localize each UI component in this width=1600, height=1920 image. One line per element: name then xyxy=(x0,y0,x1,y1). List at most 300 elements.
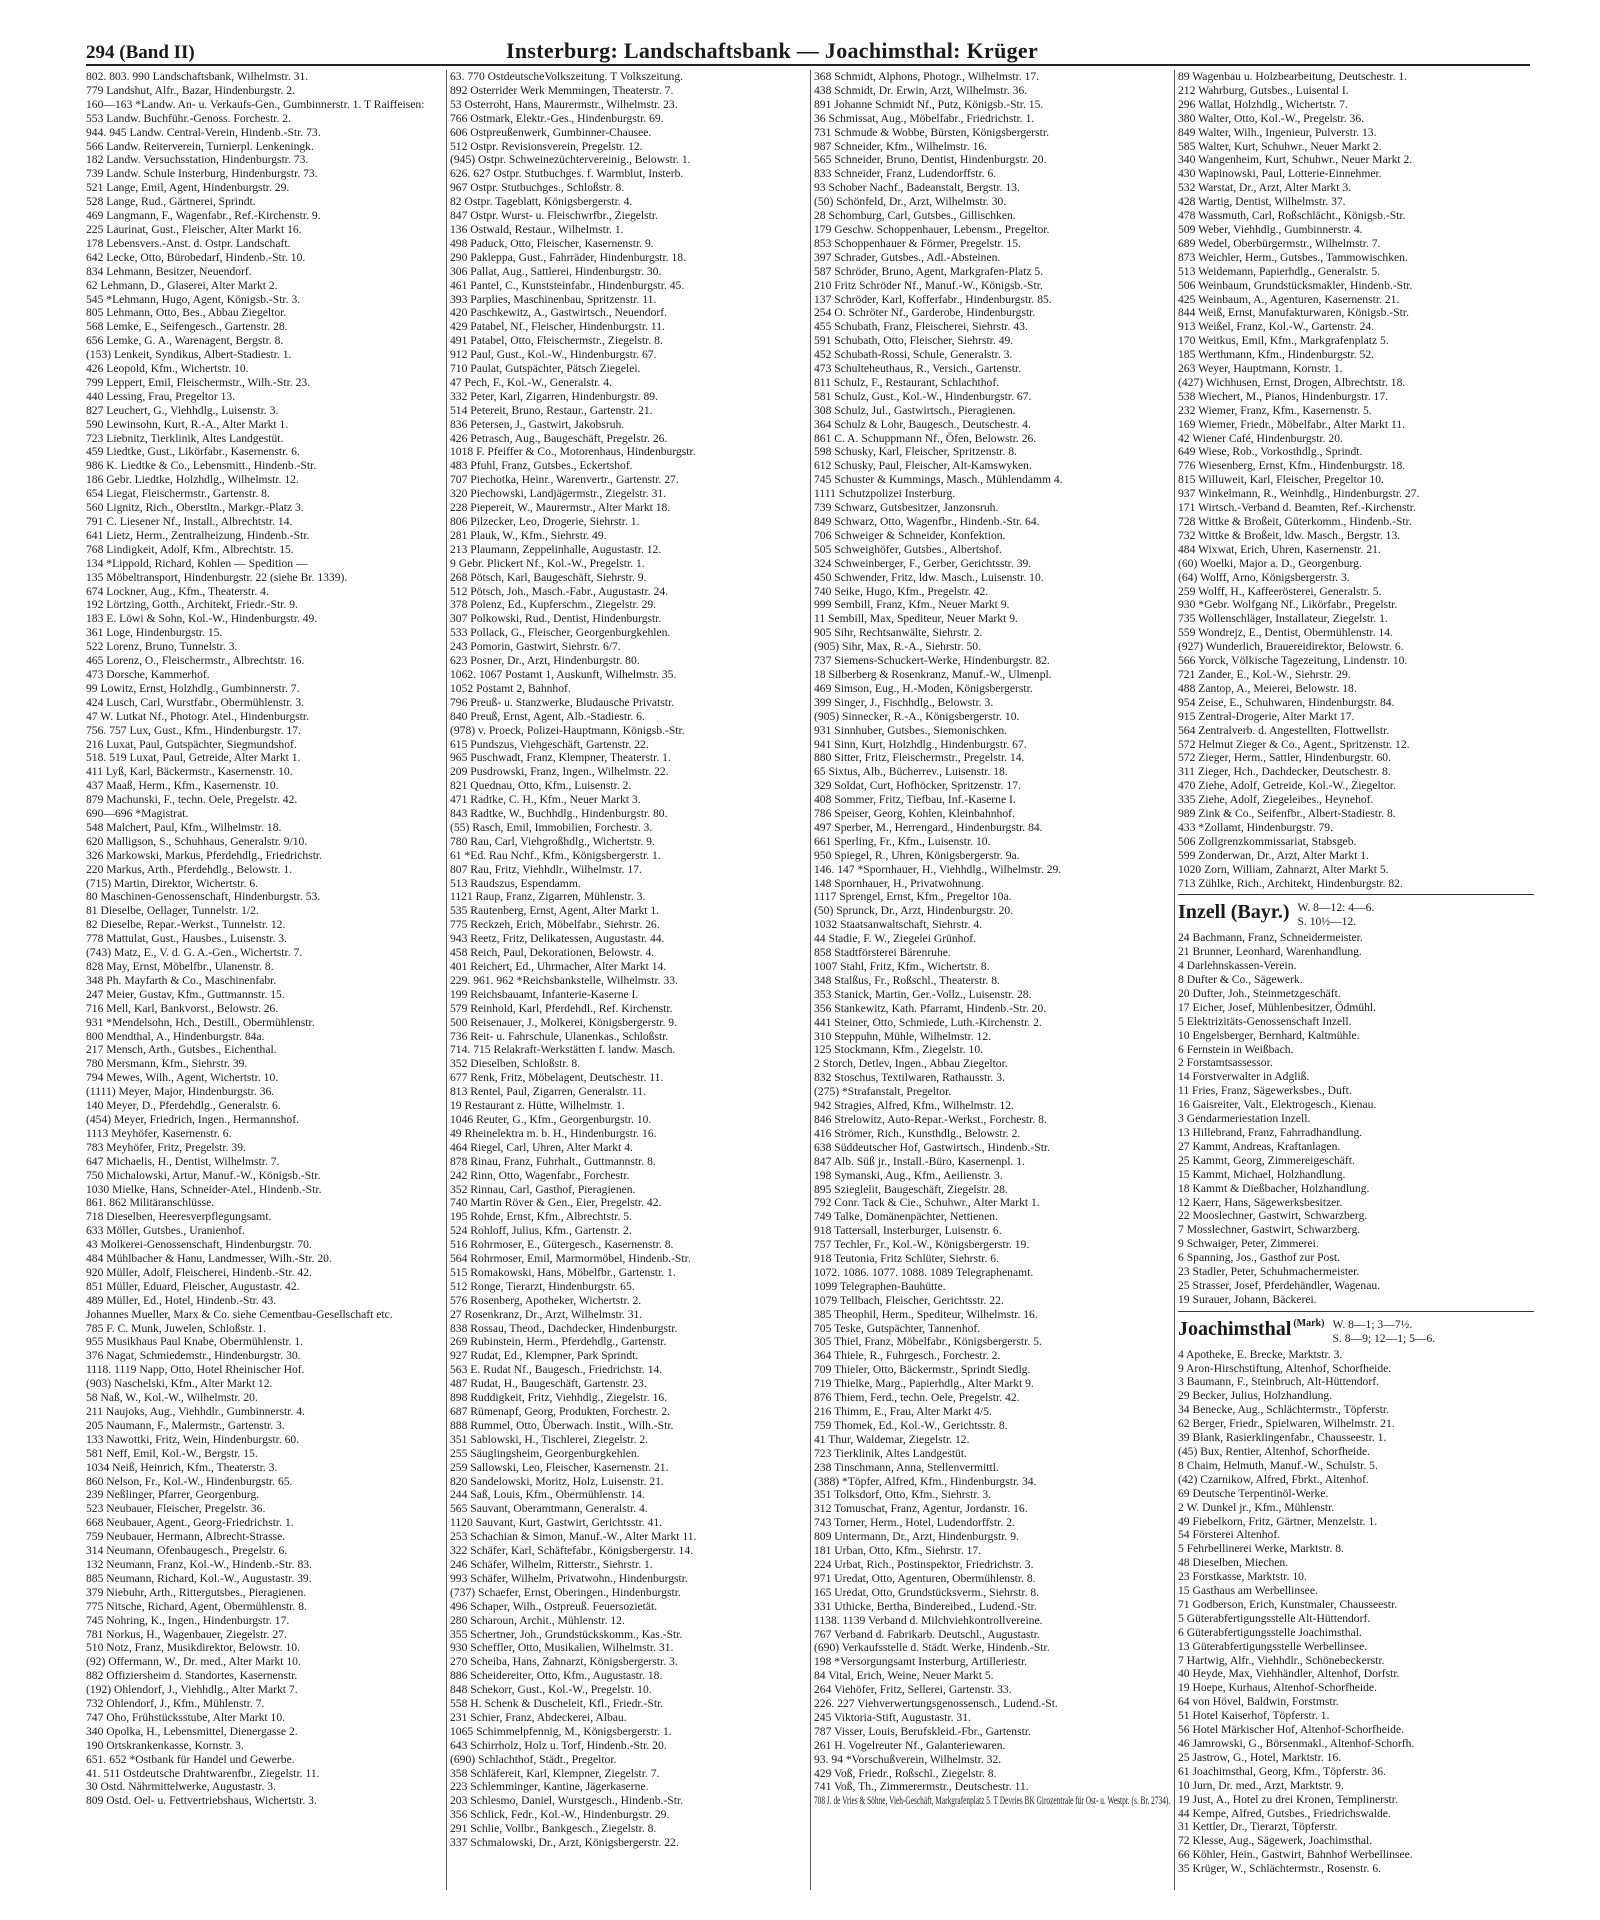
directory-entry: 581 Neff, Emil, Kol.-W., Bergstr. 15. xyxy=(86,1446,258,1460)
directory-entry: 80 Maschinen-Genossenschaft, Hindenburgstr. 53. xyxy=(86,890,321,904)
directory-entry: 718 Dieselben, Heeresverpflegungsamt. xyxy=(86,1210,272,1224)
directory-entry: 579 Reinhold, Karl, Pferdehdl., Ref. Kirchenstr. xyxy=(450,1001,673,1015)
directory-entry: 514 Petereit, Bruno, Restaur., Gartenstr. 21. xyxy=(450,403,653,417)
directory-entry: 35 Krüger, W., Schlächtermstr., Rosenstr. 6. xyxy=(1178,1862,1382,1876)
directory-entry: 4 Apotheke, E. Brecke, Marktstr. 3. xyxy=(1178,1347,1343,1361)
directory-entry: 505 Schweighöfer, Gutsbes., Albertshof. xyxy=(814,542,1002,556)
directory-entry: 515 Romakowski, Hans, Möbelfbr., Gartenstr. 1. xyxy=(450,1265,676,1279)
directory-entry: 656 Lemke, G. A., Warenagent, Bergstr. 8. xyxy=(86,334,284,348)
section-divider xyxy=(1178,894,1534,895)
directory-entry: 786 Speiser, Georg, Kohlen, Kleinbahnhof. xyxy=(814,807,1015,821)
directory-entry: 24 Bachmann, Franz, Schneidermeister. xyxy=(1178,931,1363,945)
directory-entry: 183 E. Löwi & Sohn, Kol.-W., Hindenburgstr. 49. xyxy=(86,612,318,626)
directory-entry: 811 Schulz, F., Restaurant, Schlachthof. xyxy=(814,375,1000,389)
directory-entry: 337 Schmalowski, Dr., Arzt, Königsbergerstr. 22. xyxy=(450,1836,679,1850)
directory-entry: 931 *Mendelsohn, Hch., Destill., Obermühlenstr. xyxy=(86,1015,315,1029)
section-hours xyxy=(1297,901,1374,929)
directory-entry: 633 Möller, Gutsbes., Uranienhof. xyxy=(86,1224,245,1238)
directory-entry: 778 Mattulat, Gust., Hausbes., Luisenstr. 3. xyxy=(86,932,287,946)
directory-entry: 420 Paschkewitz, A., Gastwirtsch., Neuendorf. xyxy=(450,306,668,320)
directory-entry: 335 Ziehe, Adolf, Ziegeleibes., Heynehof. xyxy=(1178,793,1374,807)
directory-entry: 687 Rümenapf, Georg, Produkten, Forchestr. 2. xyxy=(450,1405,671,1418)
directory-entry: 510 Notz, Franz, Musikdirektor, Belowstr. 10. xyxy=(86,1641,300,1655)
directory-entry: 1117 Sprengel, Ernst, Kfm., Pregeltor 10a. xyxy=(814,890,1012,904)
directory-entry: 834 Lehmann, Besitzer, Neuendorf. xyxy=(86,264,252,278)
hours-weekday: W. 8—12: 4—6. xyxy=(1297,901,1375,915)
directory-entry: 532 Warstat, Dr., Arzt, Alter Markt 3. xyxy=(1178,181,1352,195)
directory-entry: 186 Gebr. Liedtke, Holzhdlg., Wilhelmstr. 12. xyxy=(86,473,299,487)
directory-entry: 146. 147 *Spornhauer, H., Viehhdlg., Wilhelmstr. 29. xyxy=(814,862,1062,876)
directory-entry: 1007 Stahl, Fritz, Kfm., Wichertstr. 8. xyxy=(814,960,990,973)
directory-entry: 723 Tierklinik, Altes Landgestüt. xyxy=(814,1446,967,1460)
directory-entry: 93. 94 *Vorschußverein, Wilhelmstr. 32. xyxy=(814,1752,1002,1766)
page-title: Insterburg: Landschaftsbank — Joachimsthal: Krüger xyxy=(506,38,1039,63)
directory-entry: 1079 Tellbach, Fleischer, Gerichtsstr. 22. xyxy=(814,1293,1004,1307)
directory-entry: 565 Schneider, Bruno, Dentist, Hindenburgstr. 20. xyxy=(814,153,1047,167)
directory-entry: 563 E. Rudat Nf., Baugesch., Friedrichstr. 14. xyxy=(450,1363,663,1377)
directory-entry: (60) Woelki, Major a. D., Georgenburg. xyxy=(1178,556,1362,570)
directory-entry: 937 Winkelmann, R., Weinhdlg., Hindenburgstr. 27. xyxy=(1178,487,1420,501)
directory-entry: 10 Engelsberger, Bernhard, Kaltmühle. xyxy=(1178,1028,1360,1042)
directory-entry: 491 Patabel, Otto, Fleischermstr., Ziegelstr. 8. xyxy=(450,334,663,348)
directory-entry: 31 Kettler, Dr., Tierarzt, Töpferstr. xyxy=(1178,1820,1338,1834)
header-rule xyxy=(86,64,1530,66)
directory-entry: 506 Zollgrenzkommissariat, Stabsgeb. xyxy=(1178,834,1357,848)
directory-entry: (905) Sinnecker, R.-A., Königsbergerstr. 10. xyxy=(814,709,1020,723)
directory-entry: 581 Schulz, Gust., Kol.-W., Hindenburgstr. 67. xyxy=(814,389,1032,403)
directory-entry: 424 Lusch, Carl, Wurstfabr., Obermühlenstr. 3. xyxy=(86,695,304,709)
directory-entry: 19 Just, A., Hotel zu drei Kronen, Templinerstr. xyxy=(1178,1792,1398,1806)
hours-weekday: W. 8—1; 3—7½. xyxy=(1332,1317,1413,1331)
directory-entry: 846 Strelowitz, Auto-Repar.-Werkst., Forchestr. 8. xyxy=(814,1112,1047,1126)
directory-entry: 565 Sauvant, Oberamtmann, Generalstr. 4. xyxy=(450,1502,648,1516)
directory-entry: 198 *Versorgungsamt Insterburg, Artilleriestr. xyxy=(814,1655,1028,1669)
directory-entry: 930 Scheffler, Otto, Musikalien, Wilhelmstr. 31. xyxy=(450,1641,674,1655)
directory-entry: 137 Schröder, Karl, Kofferfabr., Hindenburgstr. 85. xyxy=(814,292,1052,306)
directory-entry: 416 Strömer, Rich., Kunsthdlg., Belowstr. 2. xyxy=(814,1126,1021,1140)
directory-entry: 132 Neumann, Franz, Kol.-W., Hindenb.-Str. 83. xyxy=(86,1557,312,1571)
directory-entry: 72 Klesse, Aug., Sägewerk, Joachimsthal. xyxy=(1178,1834,1373,1848)
directory-entry: 473 Schulteheuthaus, R., Versich., Gartenstr. xyxy=(814,362,1022,376)
directory-entry: 643 Schirrholz, Holz u. Torf, Hindenb.-Str. 20. xyxy=(450,1738,667,1752)
directory-entry: 723 Liebnitz, Tierklinik, Altes Landgestüt. xyxy=(86,431,284,445)
directory-entry: 3 Baumann, F., Steinbruch, Alt-Hüttendorf. xyxy=(1178,1375,1379,1389)
directory-entry: 971 Uredat, Otto, Agenturen, Obermühlenstr. 8. xyxy=(814,1571,1036,1585)
directory-entry: 401 Reichert, Ed., Uhrmacher, Alter Markt 14. xyxy=(450,960,667,973)
section-divider xyxy=(1178,1311,1534,1312)
directory-entry: 380 Walter, Otto, Kol.-W., Pregelstr. 36. xyxy=(1178,111,1365,125)
directory-entry: 993 Schäfer, Wilhelm, Privatwohn., Hindenburgstr. xyxy=(450,1571,688,1585)
directory-entry: 259 Wolff, H., Kaffeerösterei, Generalstr. 5. xyxy=(1178,584,1382,598)
directory-entry: 408 Sommer, Fritz, Tiefbau, Inf.-Kaserne I. xyxy=(814,793,1016,807)
directory-entry: 290 Pakleppa, Gust., Fahrräder, Hindenburgstr. 18. xyxy=(450,250,686,264)
directory-entry: 44 Kempe, Alfred, Gutsbes., Friedrichswalde. xyxy=(1178,1806,1391,1820)
directory-entry: 496 Schaper, Wilh., Ostpreuß. Feuersozietät. xyxy=(450,1599,658,1613)
directory-entry: 641 Lietz, Herm., Zentralheizung, Hindenb.-Str. xyxy=(86,528,310,542)
directory-entry: 311 Zieger, Hch., Dachdecker, Deutschestr. 8. xyxy=(1178,765,1391,779)
directory-entry: 42 Wiener Café, Hindenburgstr. 20. xyxy=(1178,431,1343,445)
directory-entry: 576 Rosenberg, Apotheker, Wichertstr. 2. xyxy=(450,1293,642,1307)
directory-entry: 587 Schröder, Bruno, Agent, Markgrafen-Platz 5. xyxy=(814,264,1044,278)
directory-entry: 739 Schwarz, Gutsbesitzer, Janzonsruh. xyxy=(814,501,999,515)
directory-entry: 497 Sperber, M., Herrengard., Hindenburgstr. 84. xyxy=(814,820,1043,834)
directory-entry: 792 Conr. Tack & Cie., Schuhwr., Alter Markt 1. xyxy=(814,1196,1040,1210)
directory-entry: Johannes Mueller, Marx & Co. siehe Cementbau-Gesellschaft etc. xyxy=(86,1307,393,1321)
directory-entry: 458 Reich, Paul, Dekorationen, Belowstr. 4. xyxy=(450,946,655,960)
section-heading-joachimsthal xyxy=(1178,1318,1534,1346)
directory-entry: 714. 715 Relakraft-Werkstätten f. landw. Masch. xyxy=(450,1043,676,1057)
directory-entry: 484 Mühlbacher & Hanu, Landmesser, Wilh.-Str. 20. xyxy=(86,1252,332,1266)
directory-entry: 585 Walter, Kurt, Schuhwr., Neuer Markt 2. xyxy=(1178,139,1382,153)
directory-entry: 332 Peter, Karl, Zigarren, Hindenburgstr. 89. xyxy=(450,389,658,403)
directory-entry: (903) Naschelski, Kfm., Alter Markt 12. xyxy=(86,1377,273,1391)
directory-entry: (1111) Meyer, Major, Hindenburgstr. 36. xyxy=(86,1085,275,1099)
directory-entry: 768 Lindigkeit, Adolf, Kfm., Albrechtstr. 15. xyxy=(86,542,294,556)
directory-entry: 931 Sinnhuber, Gutsbes., Siemonischken. xyxy=(814,723,1008,737)
directory-entry: 355 Schertner, Joh., Grundstückskomm., Kas.-Str. xyxy=(450,1627,683,1641)
directory-entry: 178 Lebensvers.-Anst. d. Ostpr. Landschaft. xyxy=(86,236,291,250)
directory-entry: 759 Thomek, Ed., Kol.-W., Gerichtsstr. 8. xyxy=(814,1418,1008,1432)
page-number: 294 (Band II) xyxy=(86,42,195,63)
directory-entry: 441 Steiner, Otto, Schmiede, Luth.-Kirchenstr. 2. xyxy=(814,1015,1042,1029)
directory-entry: 6 Güterabfertigungsstelle Joachimsthal. xyxy=(1178,1625,1362,1639)
directory-entry: 160—163 *Landw. An- u. Verkaufs-Gen., Gumbinnerstr. 1. T Raiffeisen: xyxy=(86,97,425,111)
directory-entry: 647 Michaelis, H., Dentist, Wilhelmstr. 7. xyxy=(86,1154,280,1168)
directory-entry: 478 Wassmuth, Carl, Roßschlächt., Königsb.-Str. xyxy=(1178,209,1406,223)
directory-entry: 82 Ostpr. Tageblatt, Königsbergerstr. 4. xyxy=(450,195,633,209)
directory-entry: 393 Parplies, Maschinenbau, Spritzenstr. 11. xyxy=(450,292,657,306)
directory-entry: 425 Weinbaum, A., Agenturen, Kasernenstr. 21. xyxy=(1178,292,1400,306)
directory-entry: 918 Teutonia, Fritz Schlüter, Siehrstr. 6. xyxy=(814,1252,999,1266)
directory-entry: 305 Thiel, Franz, Möbelfabr., Königsbergerstr. 5. xyxy=(814,1335,1042,1349)
directory-entry: 800 Mendthal, A., Hindenburgstr. 84a. xyxy=(86,1029,265,1043)
directory-entry: 1121 Raup, Franz, Zigarren, Mühlenstr. 3. xyxy=(450,890,646,904)
directory-entry: 40 Heyde, Max, Viehhändler, Altenhof, Dorfstr. xyxy=(1178,1667,1400,1681)
directory-entry: 757 Techler, Fr., Kol.-W., Königsbergerstr. 19. xyxy=(814,1238,1030,1252)
directory-entry: 920 Müller, Adolf, Fleischerei, Hindenb.-Str. 42. xyxy=(86,1265,312,1279)
directory-entry: 598 Schusky, Karl, Fleischer, Spritzenstr. 8. xyxy=(814,445,1017,459)
directory-entry: 876 Thiem, Ferd., techn. Oele, Pregelstr. 42. xyxy=(814,1391,1020,1405)
directory-entry: 11 Sembill, Max, Spediteur, Neuer Markt 9. xyxy=(814,612,1018,626)
directory-entry: 728 Wittke & Broßeit, Güterkomm., Hindenb.-Str. xyxy=(1178,515,1412,528)
directory-entry: 11 Fries, Franz, Sägewerksbes., Duft. xyxy=(1178,1084,1352,1098)
directory-entry: 986 K. Liedtke & Co., Lebensmitt., Hindenb.-Str. xyxy=(86,459,317,473)
directory-entry: 1138. 1139 Verband d. Milchviehkontrollvereine. xyxy=(814,1613,1043,1627)
column-4 xyxy=(1178,70,1534,1890)
directory-entry: 179 Geschw. Schoppenhauer, Lebensm., Pregeltor. xyxy=(814,222,1050,236)
directory-entry: 1120 Sauvant, Kurt, Gastwirt, Gerichtsstr. 41. xyxy=(450,1516,663,1530)
directory-entry: 54 Försterei Altenhof. xyxy=(1178,1528,1281,1542)
directory-entry: 205 Naumann, F., Malermstr., Gartenstr. 3. xyxy=(86,1418,285,1432)
directory-entry: 210 Fritz Schröder Nf., Manuf.-W., Königsb.-Str. xyxy=(814,278,1043,292)
directory-entry: 522 Lorenz, Bruno, Tunnelstr. 3. xyxy=(86,640,238,654)
directory-entry: 340 Wangenheim, Kurt, Schuhwr., Neuer Markt 2. xyxy=(1178,153,1413,167)
directory-entry: 25 Jastrow, G., Hotel, Marktstr. 16. xyxy=(1178,1750,1342,1764)
directory-entry: 821 Quednau, Otto, Kfm., Luisenstr. 2. xyxy=(450,779,632,793)
directory-entry: (945) Ostpr. Schweinezüchtervereinig., Belowstr. 1. xyxy=(450,153,691,167)
directory-entry: 690—696 *Magistrat. xyxy=(86,807,189,821)
directory-entry: (153) Lenkeit, Syndikus, Albert-Stadiestr. 1. xyxy=(86,348,292,362)
directory-entry: 815 Willuweit, Karl, Fleischer, Pregeltor 10. xyxy=(1178,473,1384,487)
directory-entry: 927 Rudat, Ed., Klempner, Park Sprindt. xyxy=(450,1349,639,1363)
directory-entry: 459 Liedtke, Gust., Likörfabr., Kasernenstr. 6. xyxy=(86,445,300,459)
directory-entry: 942 Stragies, Alfred, Kfm., Wilhelmstr. 12. xyxy=(814,1099,1014,1113)
directory-entry: 82 Dieselbe, Repar.-Werkst., Tunnelstr. 12. xyxy=(86,918,286,932)
directory-entry: 411 Lyß, Karl, Bäckermstr., Kasernenstr. 10. xyxy=(86,765,293,779)
directory-entry: 1099 Telegraphen-Bauhütte. xyxy=(814,1279,946,1293)
directory-entry: 231 Schier, Franz, Abdeckerei, Albau. xyxy=(450,1710,627,1724)
hours-sunday: S. 8—9; 12—1; 5—6. xyxy=(1332,1331,1436,1345)
directory-entry: 898 Ruddigkeit, Fritz, Viehhdlg., Ziegelstr. 16. xyxy=(450,1391,668,1405)
directory-entry: 836 Petersen, J., Gastwirt, Jakobsruh. xyxy=(450,417,625,431)
directory-entry: 270 Scheiba, Hans, Zahnarzt, Königsbergerstr. 3. xyxy=(450,1655,678,1669)
directory-entry: 706 Schweiger & Schneider, Konfektion. xyxy=(814,528,1006,542)
directory-entry: 1032 Staatsanwaltschaft, Siehrstr. 4. xyxy=(814,918,983,932)
section-hours xyxy=(1332,1318,1435,1346)
directory-entry: 229. 961. 962 *Reichsbankstelle, Wilhelmstr. 33. xyxy=(450,973,678,987)
directory-entry: 455 Schubath, Franz, Fleischerei, Siehrstr. 43. xyxy=(814,320,1028,334)
directory-entry: 989 Zink & Co., Seifenfbr., Albert-Stadiestr. 8. xyxy=(1178,807,1396,821)
directory-entry: 12 Kaerr, Hans, Sägewerksbesitzer. xyxy=(1178,1195,1343,1209)
directory-entry: 213 Plaumann, Zeppelinhalle, Augustastr. 12. xyxy=(450,542,662,556)
directory-entry: 379 Niebuhr, Arth., Rittergutsbes., Pieragienen. xyxy=(86,1585,307,1599)
directory-entry: 716 Mell, Karl, Bankvorst., Belowstr. 26. xyxy=(86,1001,279,1015)
directory-entry: (55) Rasch, Emil, Immobilien, Forchestr. 3. xyxy=(450,820,653,834)
directory-entry: 192 Lörtzing, Gotth., Architekt, Friedr.-Str. 9. xyxy=(86,598,298,612)
directory-entry: 745 Schuster & Kummings, Masch., Mühlendamm 4. xyxy=(814,473,1063,487)
directory-entry: 25 Strasser, Josef, Pferdehändler, Wagenau. xyxy=(1178,1278,1381,1292)
directory-entry: 15 Gasthaus am Werbellinsee. xyxy=(1178,1584,1318,1598)
directory-entry: 861 C. A. Schuppmann Nf., Öfen, Belowstr. 26. xyxy=(814,431,1037,445)
section-heading-inzell xyxy=(1178,901,1534,929)
directory-entry: 879 Machunski, F., techn. Oele, Pregelstr. 42. xyxy=(86,793,298,807)
directory-entry: 25 Kammt, Georg, Zimmereigeschäft. xyxy=(1178,1153,1355,1167)
directory-entry: 905 Sihr, Rechtsanwälte, Siehrstr. 2. xyxy=(814,626,983,640)
column-2 xyxy=(450,70,806,1890)
directory-entry: 17 Eicher, Josef, Mühlenbesitzer, Ödmühl. xyxy=(1178,1000,1377,1014)
directory-entry: 320 Piechowski, Landjägermstr., Ziegelstr. 31. xyxy=(450,487,667,501)
section-place-name: Inzell (Bayr.) xyxy=(1178,901,1290,924)
directory-entry: 847 Ostpr. Wurst- u. Fleischwrfbr., Ziegelstr. xyxy=(450,209,658,223)
directory-entry: 518. 519 Luxat, Paul, Getreide, Alter Markt 1. xyxy=(86,751,301,765)
directory-entry: 626. 627 Ostpr. Stutbuchges. f. Warmblut, Insterb. xyxy=(450,167,684,181)
directory-entry: 326 Markowski, Markus, Pferdehdlg., Friedrichstr. xyxy=(86,848,323,862)
directory-entry: 548 Malchert, Paul, Kfm., Wilhelmstr. 18. xyxy=(86,820,282,834)
directory-entry: 246 Schäfer, Wilhelm, Ritterstr., Siehrstr. 1. xyxy=(450,1557,653,1571)
directory-entry: 861. 862 Militäranschlüsse. xyxy=(86,1196,215,1210)
directory-entry: 612 Schusky, Paul, Fleischer, Alt-Kamswyken. xyxy=(814,459,1032,473)
directory-entry: 329 Soldat, Curt, Hofhöcker, Spritzenstr. 17. xyxy=(814,779,1021,793)
directory-entry: 8 Dufter & Co., Sägewerk. xyxy=(1178,973,1303,987)
directory-entry: 820 Sandelowski, Moritz, Holz, Luisenstr. 21. xyxy=(450,1474,664,1488)
directory-entry: 181 Urban, Otto, Kfm., Siehrstr. 17. xyxy=(814,1544,982,1558)
section-place-qualifier: (Mark) xyxy=(1293,1317,1325,1329)
directory-entry: 553 Landw. Buchführ.-Genoss. Forchestr. 2. xyxy=(86,111,292,125)
directory-entry: 5 Fehrbellinerei Werke, Marktstr. 8. xyxy=(1178,1542,1344,1556)
directory-entry: 844 Weiß, Ernst, Manufakturwaren, Königsb.-Str. xyxy=(1178,306,1410,320)
directory-entry: 9 Schwaiger, Peter, Zimmerei. xyxy=(1178,1237,1319,1251)
directory-entry: 888 Rummel, Otto, Überwach. Instit., Wilh.-Str. xyxy=(450,1418,674,1432)
directory-entry: 1072. 1086. 1077. 1088. 1089 Telegraphenamt. xyxy=(814,1265,1034,1279)
directory-entry: 47 W. Lutkat Nf., Photogr. Atel., Hindenburgstr. xyxy=(86,709,309,723)
directory-entry: 805 Lehmann, Otto, Bes., Abbau Ziegeltor. xyxy=(86,306,287,320)
directory-entry: 3 Gendarmeriestation Inzell. xyxy=(1178,1112,1311,1126)
directory-entry: 747 Oho, Frühstücksstube, Alter Markt 10. xyxy=(86,1710,286,1724)
directory-entry: 533 Pollack, G., Fleischer, Georgenburgkehlen. xyxy=(450,626,671,640)
directory-entry: 6 Fernstein in Weißbach. xyxy=(1178,1042,1294,1056)
directory-entry: (978) v. Proeck, Polizei-Hauptmann, Königsb.-Str. xyxy=(450,723,685,737)
directory-entry: 740 Seike, Hugo, Kfm., Pregelstr. 42. xyxy=(814,584,989,598)
directory-entry: 134 *Lippold, Richard, Kohlen — Spedition — xyxy=(86,556,308,570)
directory-entry: 61 *Ed. Rau Nchf., Kfm., Königsbergerstr. 1. xyxy=(450,848,661,862)
directory-entry: 19 Hoepe, Kurhaus, Altenhof-Schorfheide. xyxy=(1178,1681,1377,1695)
directory-entry: 987 Schneider, Kfm., Wilhelmstr. 16. xyxy=(814,139,988,153)
directory-entry: 348 Ph. Mayfarth & Co., Maschinenfabr. xyxy=(86,973,277,987)
directory-entry: 15 Kammt, Michael, Holzhandlung. xyxy=(1178,1167,1346,1181)
directory-entry: 745 Nohring, K., Ingen., Hindenburgstr. 17. xyxy=(86,1613,290,1627)
column-divider xyxy=(810,70,811,1890)
directory-entry: 216 Thimm, E., Frau, Alter Markt 4/5. xyxy=(814,1405,992,1418)
directory-entry: 741 Voß, Th., Zimmerermstr., Deutschestr. 11. xyxy=(814,1780,1029,1794)
directory-entry: 564 Rohrmoser, Emil, Marmormöbel, Hindenb.-Str. xyxy=(450,1252,691,1266)
directory-entry: 280 Scharoun, Archit., Mühlenstr. 12. xyxy=(450,1613,625,1627)
section-place-name: Joachimsthal xyxy=(1178,1317,1292,1340)
directory-entry: 4 Darlehnskassen-Verein. xyxy=(1178,959,1297,973)
directory-entry: 941 Sinn, Kurt, Holzhdlg., Hindenburgstr. 67. xyxy=(814,737,1027,751)
directory-entry: 955 Musikhaus Paul Knabe, Obermühlenstr. 1. xyxy=(86,1335,304,1349)
directory-entry: 809 Ostd. Oel- u. Fettvertriebshaus, Wichertstr. 3. xyxy=(86,1794,317,1808)
directory-entry: 259 Sallowski, Leo, Fleischer, Kasernenstr. 21. xyxy=(450,1460,669,1474)
directory-entry: 677 Renk, Fritz, Möbelagent, Deutschestr. 11. xyxy=(450,1071,664,1085)
directory-entry: 802. 803. 990 Landschaftsbank, Wilhelmstr. 31. xyxy=(86,70,309,83)
directory-entry: 766 Ostmark, Elektr.-Ges., Hindenburgstr. 69. xyxy=(450,111,664,125)
directory-entry: 740 Martin Röver & Gen., Eier, Pregelstr. 42. xyxy=(450,1196,662,1210)
directory-entry: 775 Nitsche, Richard, Agent, Obermühlenstr. 8. xyxy=(86,1599,307,1613)
directory-entry: (388) *Töpfer, Alfred, Kfm., Hindenburgstr. 34. xyxy=(814,1474,1037,1488)
directory-entry: 232 Wiemer, Franz, Kfm., Kasernenstr. 5. xyxy=(1178,403,1372,417)
directory-entry: 56 Hotel Märkischer Hof, Altenhof-Schorfheide. xyxy=(1178,1723,1405,1737)
directory-entry: 84 Vital, Erich, Weine, Neuer Markt 5. xyxy=(814,1669,994,1683)
directory-entry: 1046 Reuter, G., Kfm., Georgenburgstr. 10. xyxy=(450,1112,652,1126)
hours-sunday: S. 10½—12. xyxy=(1297,915,1357,929)
directory-entry: 999 Sembill, Franz, Kfm., Neuer Markt 9. xyxy=(814,598,1010,612)
directory-entry: 806 Pilzecker, Leo, Drogerie, Siehrstr. 1. xyxy=(450,515,640,528)
directory-entry: 378 Polenz, Ed., Kupferschm., Ziegelstr. 29. xyxy=(450,598,657,612)
directory-entry: 615 Pundszus, Viehgeschäft, Gartenstr. 22. xyxy=(450,737,649,751)
directory-entry: 489 Müller, Ed., Hotel, Hindenb.-Str. 43. xyxy=(86,1293,277,1307)
directory-entry: 216 Luxat, Paul, Gutspächter, Siegmundshof. xyxy=(86,737,297,751)
directory-entry: 849 Walter, Wilh., Ingenieur, Pulverstr. 13. xyxy=(1178,125,1377,139)
directory-entry: 847 Alb. Süß jr., Install.-Büro, Kasernenpl. 1. xyxy=(814,1154,1025,1168)
directory-entry: 590 Lewinsohn, Kurt, R.-A., Alter Markt 1. xyxy=(86,417,289,431)
directory-entry: 461 Pantel, C., Kunststeinfabr., Hindenburgstr. 45. xyxy=(450,278,685,292)
directory-entry: 781 Norkus, H., Wagenbauer, Ziegelstr. 27. xyxy=(86,1627,287,1641)
directory-entry: 488 Zantop, A., Meierei, Belowstr. 18. xyxy=(1178,681,1357,695)
directory-entry: 464 Riegel, Carl, Uhren, Alter Markt 4. xyxy=(450,1140,633,1154)
directory-entry: 559 Wondrejz, E., Dentist, Obermühlenstr. 14. xyxy=(1178,626,1393,640)
directory-entry: 239 Neßlinger, Pfarrer, Georgenburg. xyxy=(86,1488,260,1502)
directory-entry: 62 Lehmann, D., Glaserei, Alter Markt 2. xyxy=(86,278,278,292)
directory-entry: 58 Naß, W., Kol.-W., Wilhelmstr. 20. xyxy=(86,1391,258,1405)
directory-entry: 832 Stoschus, Textilwaren, Rathausstr. 3. xyxy=(814,1071,1005,1085)
directory-entry: 28 Schomburg, Carl, Gutsbes., Gillischken. xyxy=(814,209,1016,223)
directory-entry: 651. 652 *Ostbank für Handel und Gewerbe. xyxy=(86,1752,295,1766)
directory-entry: 606 Ostpreußenwerk, Gumbinner-Chausee. xyxy=(450,125,652,139)
directory-entry: 535 Rautenberg, Ernst, Agent, Alter Markt 1. xyxy=(450,904,660,918)
directory-entry: (905) Sihr, Max, R.-A., Siehrstr. 50. xyxy=(814,640,981,654)
directory-entry: 308 Schulz, Jul., Gastwirtsch., Pieragienen. xyxy=(814,403,1016,417)
directory-entry: 49 Rheinelektra m. b. H., Hindenburgstr. 16. xyxy=(450,1126,657,1140)
directory-entry: 1034 Neiß, Heinrich, Kfm., Theaterstr. 3. xyxy=(86,1460,278,1474)
directory-entry: 918 Tattersall, Insterburger, Luisenstr. 6. xyxy=(814,1224,1002,1238)
directory-entry: 203 Schlesmo, Daniel, Wurstgesch., Hindenb.-Str. xyxy=(450,1794,684,1808)
directory-entry: 623 Posner, Dr., Arzt, Hindenburgstr. 80. xyxy=(450,654,640,668)
directory-entry: (427) Wichhusen, Ernst, Drogen, Albrechtstr. 18. xyxy=(1178,375,1406,389)
directory-entry: 182 Landw. Versuchsstation, Hindenburgstr. 73. xyxy=(86,153,309,167)
directory-entry: 136 Ostwald, Restaur., Wilhelmstr. 1. xyxy=(450,222,624,236)
directory-entry: 649 Wiese, Rob., Vorkosthdlg., Sprindt. xyxy=(1178,445,1363,459)
directory-entry: 452 Schubath-Rossi, Schule, Generalstr. 3. xyxy=(814,348,1013,362)
directory-entry: 426 Petrasch, Aug., Baugeschäft, Pregelstr. 26. xyxy=(450,431,668,445)
directory-entry: 30 Ostd. Nährmittelwerke, Augustastr. 3. xyxy=(86,1780,276,1794)
columns-container xyxy=(86,70,1534,1890)
directory-entry: 312 Tomuschat, Franz, Agentur, Jordanstr. 16. xyxy=(814,1502,1028,1516)
directory-entry: 827 Leuchert, G., Viehhdlg., Luisenstr. 3. xyxy=(86,403,279,417)
directory-entry: 253 Schachian & Simon, Manuf.-W., Alter Markt 11. xyxy=(450,1530,697,1544)
directory-entry: 775 Reckzeh, Erich, Möbelfabr., Siehrstr. 26. xyxy=(450,918,660,932)
directory-entry: 10 Jurn, Dr. med., Arzt, Marktstr. 9. xyxy=(1178,1778,1344,1792)
directory-entry: 356 Schlick, Fedr., Kol.-W., Hindenburgstr. 29. xyxy=(450,1808,670,1822)
directory-entry: 226. 227 Viehverwertungsgenossensch., Ludend.-St. xyxy=(814,1697,1058,1711)
directory-entry: 509 Weber, Viehhdlg., Gumbinnerstr. 4. xyxy=(1178,222,1363,236)
directory-entry: 46 Jamrowski, G., Börsenmakl., Altenhof-Schorfh. xyxy=(1178,1737,1415,1750)
directory-entry: 895 Szieglelit, Baugeschäft, Ziegelstr. 28. xyxy=(814,1182,1008,1196)
directory-entry: 654 Liegat, Fleischermstr., Gartenstr. 8. xyxy=(86,487,270,501)
directory-entry: 22 Mooslechner, Gastwirt, Schwarzberg. xyxy=(1178,1209,1368,1223)
directory-entry: 21 Brunner, Leonhard, Warenhandlung. xyxy=(1178,945,1362,959)
directory-entry: 199 Reichsbauamt, Infanterie-Kaserne I. xyxy=(450,987,639,1001)
directory-entry: 268 Pötsch, Karl, Baugeschäft, Siehrstr. 9. xyxy=(450,570,647,584)
directory-entry: 512 Ronge, Tierarzt, Hindenburgstr. 65. xyxy=(450,1279,635,1293)
directory-entry: 780 Mersmann, Kfm., Siehrstr. 39. xyxy=(86,1057,248,1071)
directory-entry: 64 von Hövel, Baldwin, Forstmstr. xyxy=(1178,1695,1339,1709)
directory-entry: 29 Becker, Julius, Holzhandlung. xyxy=(1178,1389,1333,1403)
directory-entry: 713 Zühlke, Rich., Architekt, Hindenburgstr. 82. xyxy=(1178,876,1403,890)
directory-entry: 813 Rentel, Paul, Zigarren, Generalstr. 11. xyxy=(450,1085,646,1099)
directory-entry: 915 Zentral-Drogerie, Alter Markt 17. xyxy=(1178,709,1355,723)
directory-entry: 211 Naujoks, Aug., Viehhdlr., Gumbinnerstr. 4. xyxy=(86,1405,305,1418)
directory-entry: 244 Saß, Louis, Kfm., Obermühlenstr. 14. xyxy=(450,1488,645,1502)
directory-entry: 169 Wiemer, Friedr., Möbelfabr., Alter Markt 11. xyxy=(1178,417,1406,431)
directory-entry: 81 Dieselbe, Oellager, Tunnelstr. 1/2. xyxy=(86,904,259,918)
directory-entry: 43 Molkerei-Genossenschaft, Hindenburgstr. 70. xyxy=(86,1238,312,1252)
directory-entry: 99 Lowitz, Ernst, Holzhdlg., Gumbinnerstr. 7. xyxy=(86,681,300,695)
inzell-list xyxy=(1178,931,1534,1306)
directory-entry: 943 Reetz, Fritz, Delikatessen, Augustastr. 44. xyxy=(450,932,665,946)
directory-entry: 840 Preuß, Ernst, Agent, Alb.-Stadiestr. 6. xyxy=(450,709,645,723)
directory-entry: 399 Singer, J., Fischhdlg., Belowstr. 3. xyxy=(814,695,994,709)
directory-entry: 13 Güterabfertigungsstelle Werbellinsee. xyxy=(1178,1639,1368,1653)
directory-entry: 8 Chaim, Helmuth, Manuf.-W., Schulstr. 5. xyxy=(1178,1458,1378,1472)
directory-entry: 710 Paulat, Gutspächter, Pätsch Ziegelei. xyxy=(450,362,641,376)
directory-entry: 721 Zander, E., Kol.-W., Siehrstr. 29. xyxy=(1178,667,1351,681)
directory-entry: 853 Schoppenhauer & Förmer, Pregelstr. 15. xyxy=(814,236,1021,250)
directory-entry: 833 Schneider, Franz, Ludendorffstr. 6. xyxy=(814,167,997,181)
directory-entry: 521 Lange, Emil, Agent, Hindenburgstr. 29. xyxy=(86,181,290,195)
directory-entry: 133 Nawottki, Fritz, Wein, Hindenburgstr. 60. xyxy=(86,1432,300,1446)
directory-entry: 1030 Mielke, Hans, Schneider-Atel., Hindenb.-Str. xyxy=(86,1182,322,1196)
directory-entry: 642 Lecke, Otto, Bürobedarf, Hindenb.-Str. 10. xyxy=(86,250,306,264)
